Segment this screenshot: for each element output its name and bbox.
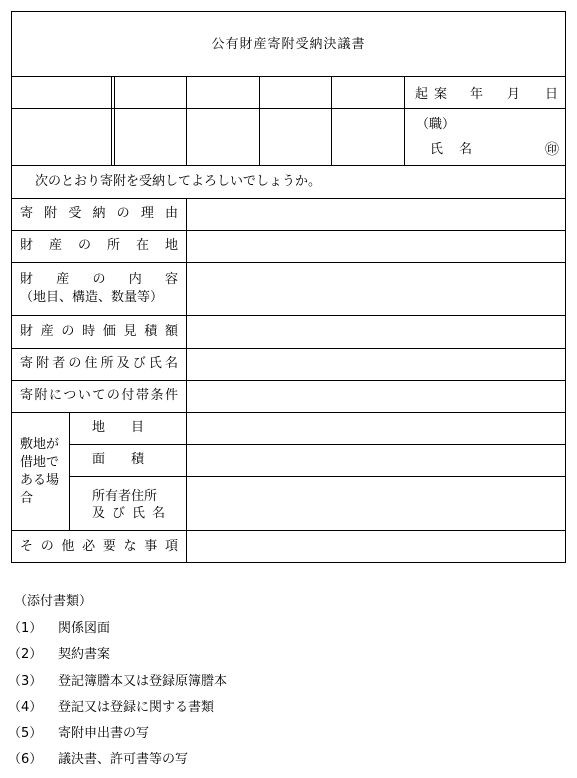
- attachment-number: （6）: [8, 752, 43, 767]
- rule: [12, 380, 565, 381]
- attachment-text: 寄附申出書の写: [58, 726, 150, 741]
- leased-land-label: 借地で: [20, 455, 60, 470]
- leased-land-label: ある場: [20, 473, 60, 488]
- area-label: 面 積: [92, 452, 145, 467]
- day-label: 日: [545, 87, 559, 102]
- rule: [404, 76, 405, 165]
- content-label: 財産の内容: [20, 272, 178, 287]
- rule: [12, 530, 565, 531]
- name-label: 氏: [430, 142, 444, 157]
- value-label: 財産の時価見積額: [20, 324, 178, 339]
- attachment-number: （5）: [8, 726, 43, 741]
- rule: [12, 315, 565, 316]
- rule: [12, 412, 565, 413]
- rule: [114, 76, 115, 165]
- reason-label: 寄附受納の理由: [20, 206, 178, 221]
- attachment-text: 契約書案: [58, 647, 111, 662]
- rule: [186, 76, 187, 165]
- rule: [12, 76, 565, 77]
- proposal-label: 起案: [415, 87, 454, 102]
- donation-acceptance-form: [11, 11, 566, 563]
- year-label: 年: [470, 87, 484, 102]
- form-title: 公有財産寄附受納決議書: [211, 37, 366, 52]
- attachment-text: 登記又は登録に関する書類: [58, 700, 215, 715]
- request-text: 次のとおり寄附を受納してよろしいでしょうか。: [35, 174, 322, 189]
- rule: [69, 476, 565, 477]
- attachments-heading: （添付書類）: [14, 594, 93, 609]
- location-label: 財産の所在地: [20, 238, 178, 253]
- name-label: 名: [459, 142, 473, 157]
- owner-label: 及び氏名: [92, 506, 165, 521]
- rule: [12, 262, 565, 263]
- attachment-text: 関係図面: [58, 621, 111, 636]
- conditions-label: 寄附についての付帯条件: [20, 388, 178, 403]
- attachment-number: （1）: [8, 621, 43, 636]
- leased-land-label: 合: [20, 491, 34, 506]
- rule: [12, 198, 565, 199]
- rule: [331, 76, 332, 165]
- leased-land-label: 敷地が: [20, 437, 60, 452]
- content-sub-label: （地目、構造、数量等）: [20, 290, 164, 305]
- position-label: （職）: [416, 117, 456, 132]
- other-label: その他必要な事項: [20, 539, 178, 554]
- attachment-text: 議決書、許可書等の写: [58, 752, 189, 767]
- attachment-text: 登記簿謄本又は登録原簿謄本: [58, 674, 228, 689]
- rule: [186, 198, 187, 563]
- rule: [111, 76, 112, 165]
- attachment-number: （4）: [8, 700, 43, 715]
- rule: [12, 348, 565, 349]
- rule: [12, 108, 565, 109]
- attachment-number: （3）: [8, 674, 43, 689]
- attachment-number: （2）: [8, 647, 43, 662]
- owner-label: 所有者住所: [92, 489, 158, 504]
- month-label: 月: [507, 87, 521, 102]
- rule: [69, 444, 565, 445]
- rule: [69, 412, 70, 530]
- rule: [12, 230, 565, 231]
- land-category-label: 地 目: [92, 420, 145, 435]
- seal-icon: ㊞: [545, 142, 559, 158]
- rule: [259, 76, 260, 165]
- donor-label: 寄附者の住所及び氏名: [20, 356, 178, 371]
- rule: [12, 165, 565, 166]
